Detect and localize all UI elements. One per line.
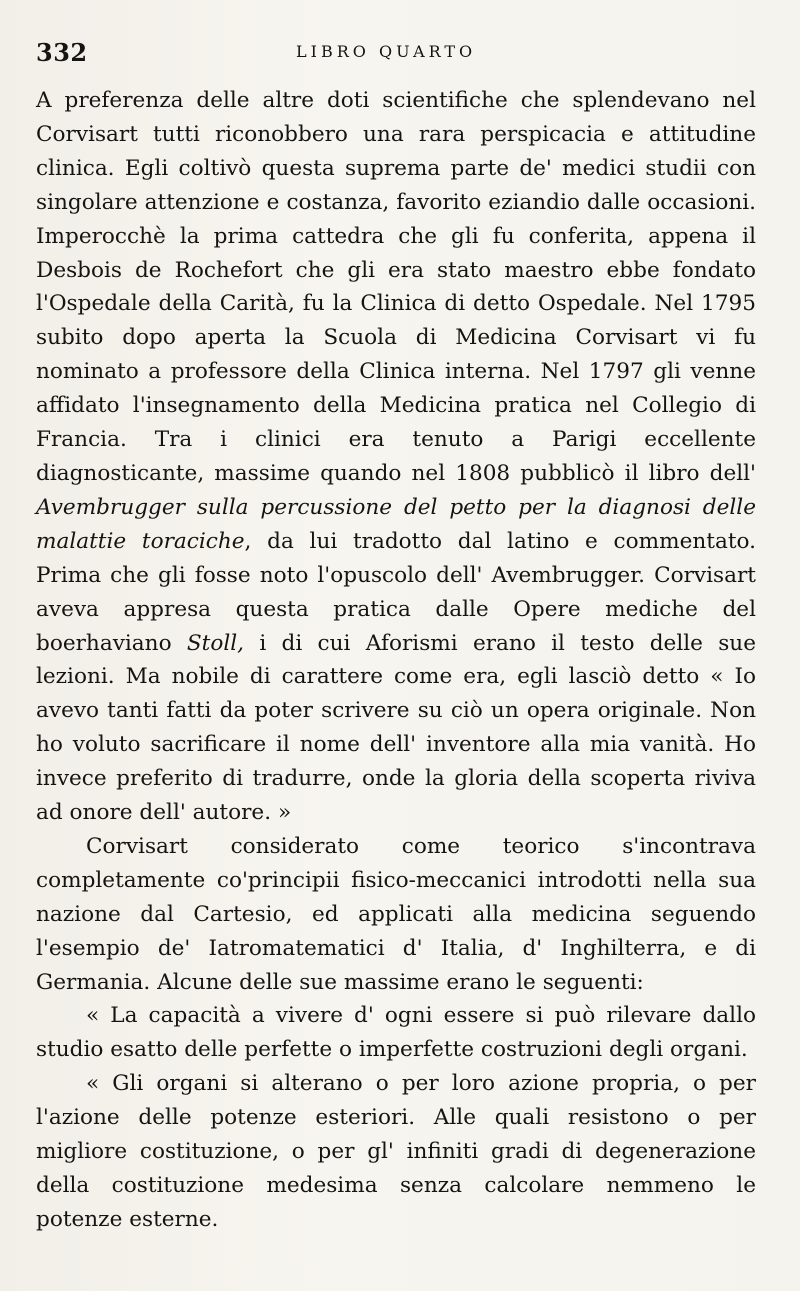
paragraph	[36, 830, 756, 1000]
italic-book-title: Avembrugger sulla percussione del petto per la diagnosi delle malattie toraciche	[36, 494, 756, 554]
paragraph-quotation	[36, 999, 756, 1067]
text-run: , da lui tradotto dal latino e commentato. Prima che gli fosse noto l'opuscolo dell' Avembrugger. Corvisart aveva appresa questa pratica dalle Opere mediche del boerhaviano	[36, 528, 756, 656]
text-run: « Gli organi si alterano o per loro azione propria, o per l'azione delle potenze esteriori. Alle quali resistono o per migliore costituzione, o per gl' infiniti gradi di degenerazione della costituzione medesima senza calcolare nemmeno le potenze esterne.	[36, 1071, 756, 1232]
paragraph-quotation	[36, 1067, 756, 1237]
page-header	[36, 38, 764, 70]
text-run: A preferenza delle altre doti scientifiche che splendevano nel Corvisart tutti riconobbero una rara perspicacia e attitudine clinica. Egli coltivò questa suprema parte de' medici studii con singolare attenzione e costanza, favorito eziandio dalle occasioni. Imperocchè la prima cattedra che gli fu conferita, appena il Desbois de Rochefort che gli era stato maestro ebbe fondato l'Ospedale della Carità, fu la Clinica di detto Ospedale. Nel 1795 subito dopo aperta la Scuola di Medicina Corvisart vi fu nominato a professore della Clinica interna. Nel 1797 gli venne affidato l'insegnamento della Medicina pratica nel Collegio di Francia. Tra i clinici era tenuto a Parigi eccellente diagnosticante, massime quando nel 1808 pubblicò il libro dell'	[36, 88, 756, 486]
text-run: Corvisart considerato come teorico s'incontrava completamente co'principii fisico-meccanici introdotti nella sua nazione dal Cartesio, ed applicati alla medicina seguendo l'esempio de' Iatromatematici d' Italia, d' Inghilterra, e di Germania. Alcune delle sue massime erano le seguenti:	[36, 833, 756, 995]
text-run: « La capacità a vivere d' ogni essere si può rilevare dallo studio esatto delle perfette o imperfette costruzioni degli organi.	[36, 1003, 756, 1063]
text-body	[36, 84, 756, 1237]
page-number: 332	[36, 38, 88, 67]
text-run: i di cui Aforismi erano il testo delle sue lezioni. Ma nobile di carattere come era, egli lasciò detto « Io avevo tanti fatti da poter scrivere su ciò un opera originale. Non ho voluto sacrificare il nome dell' inventore alla mia vanità. Ho invece preferito di tradurre, onde la gloria della scoperta riviva ad onore dell' autore. »	[36, 630, 756, 826]
italic-author-name: Stoll,	[186, 630, 245, 656]
running-title: LIBRO QUARTO	[296, 42, 477, 61]
paragraph	[36, 84, 756, 830]
